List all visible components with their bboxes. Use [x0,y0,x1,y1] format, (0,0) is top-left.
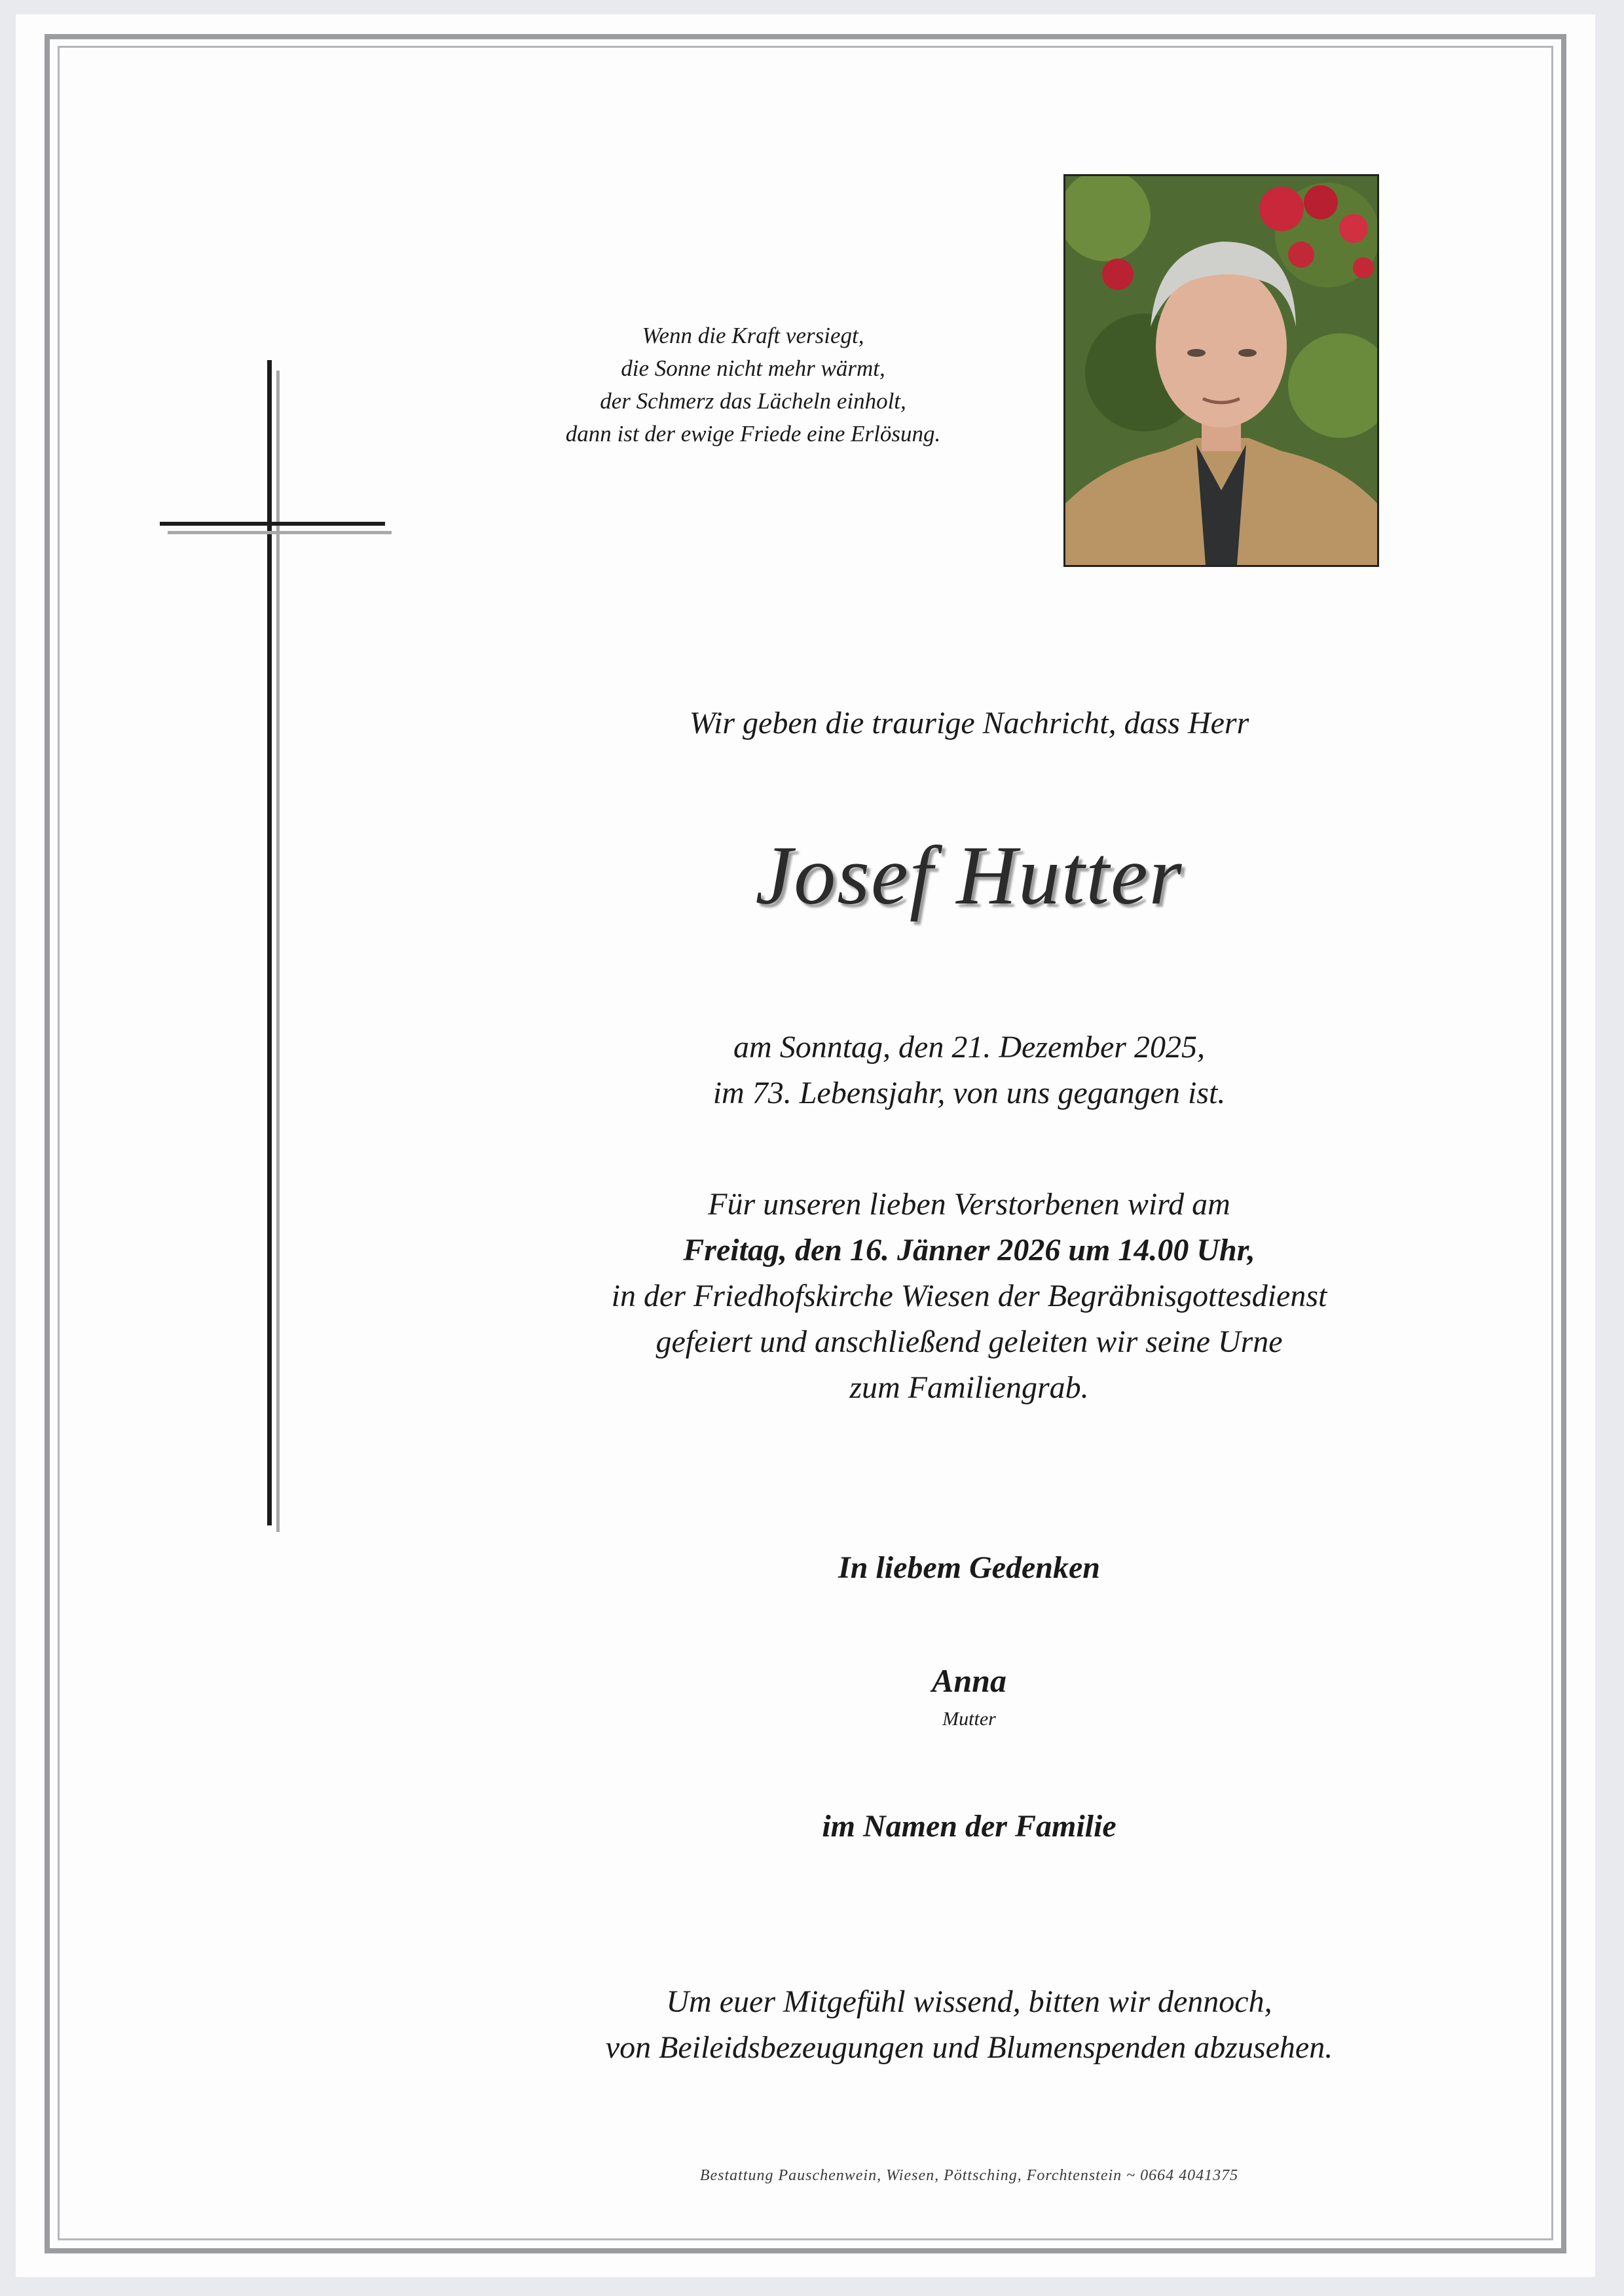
cross-horizontal-bar [160,522,385,526]
funeral-home-footer: Bestattung Pauschenwein, Wiesen, Pöttsching, Forchtenstein ~ 0664 4041375 [699,2167,1239,2184]
poem-line: Wenn die Kraft versiegt, [642,323,864,348]
cross-vertical-bar [267,360,272,1525]
signer-role: Mutter [942,1708,996,1730]
service-line: Für unseren lieben Verstorbenen wird am [708,1187,1230,1222]
poem-line: dann ist der ewige Friede eine Erlösung. [565,421,941,446]
death-date-block [537,1025,1401,1116]
portrait-image [1065,176,1377,565]
deceased-name: Josef Hutter [755,829,1183,922]
age-line: im 73. Lebensjahr, von uns gegangen ist. [712,1076,1226,1110]
memorial-poem [471,319,1035,450]
in-memory-heading: In liebem Gedenken [838,1550,1100,1585]
poem-line: der Schmerz das Lächeln einholt, [600,388,906,414]
on-behalf-of-family: im Namen der Familie [822,1809,1116,1844]
service-date-time: Freitag, den 16. Jänner 2026 um 14.00 Uhr, [683,1233,1255,1267]
announcement-intro: Wir geben die traurige Nachricht, dass Herr [689,706,1249,740]
portrait-photo [1063,174,1379,567]
service-line: gefeiert und anschließend geleiten wir seine Urne [655,1324,1283,1359]
service-line: zum Familiengrab. [849,1370,1089,1405]
service-line: in der Friedhofskirche Wiesen der Begräbnisgottesdienst [611,1279,1327,1313]
cross-horizontal-shadow [168,531,392,534]
death-date-line: am Sonntag, den 21. Dezember 2025, [733,1030,1205,1065]
signer-name: Anna [932,1662,1006,1699]
closing-request [537,1979,1401,2071]
closing-line: von Beileidsbezeugungen und Blumenspenden abzusehen. [605,2030,1333,2065]
funeral-service-block [537,1182,1401,1411]
closing-line: Um euer Mitgefühl wissend, bitten wir dennoch, [666,1984,1272,2019]
cross-vertical-shadow [276,371,280,1532]
poem-line: die Sonne nicht mehr wärmt, [621,355,885,381]
